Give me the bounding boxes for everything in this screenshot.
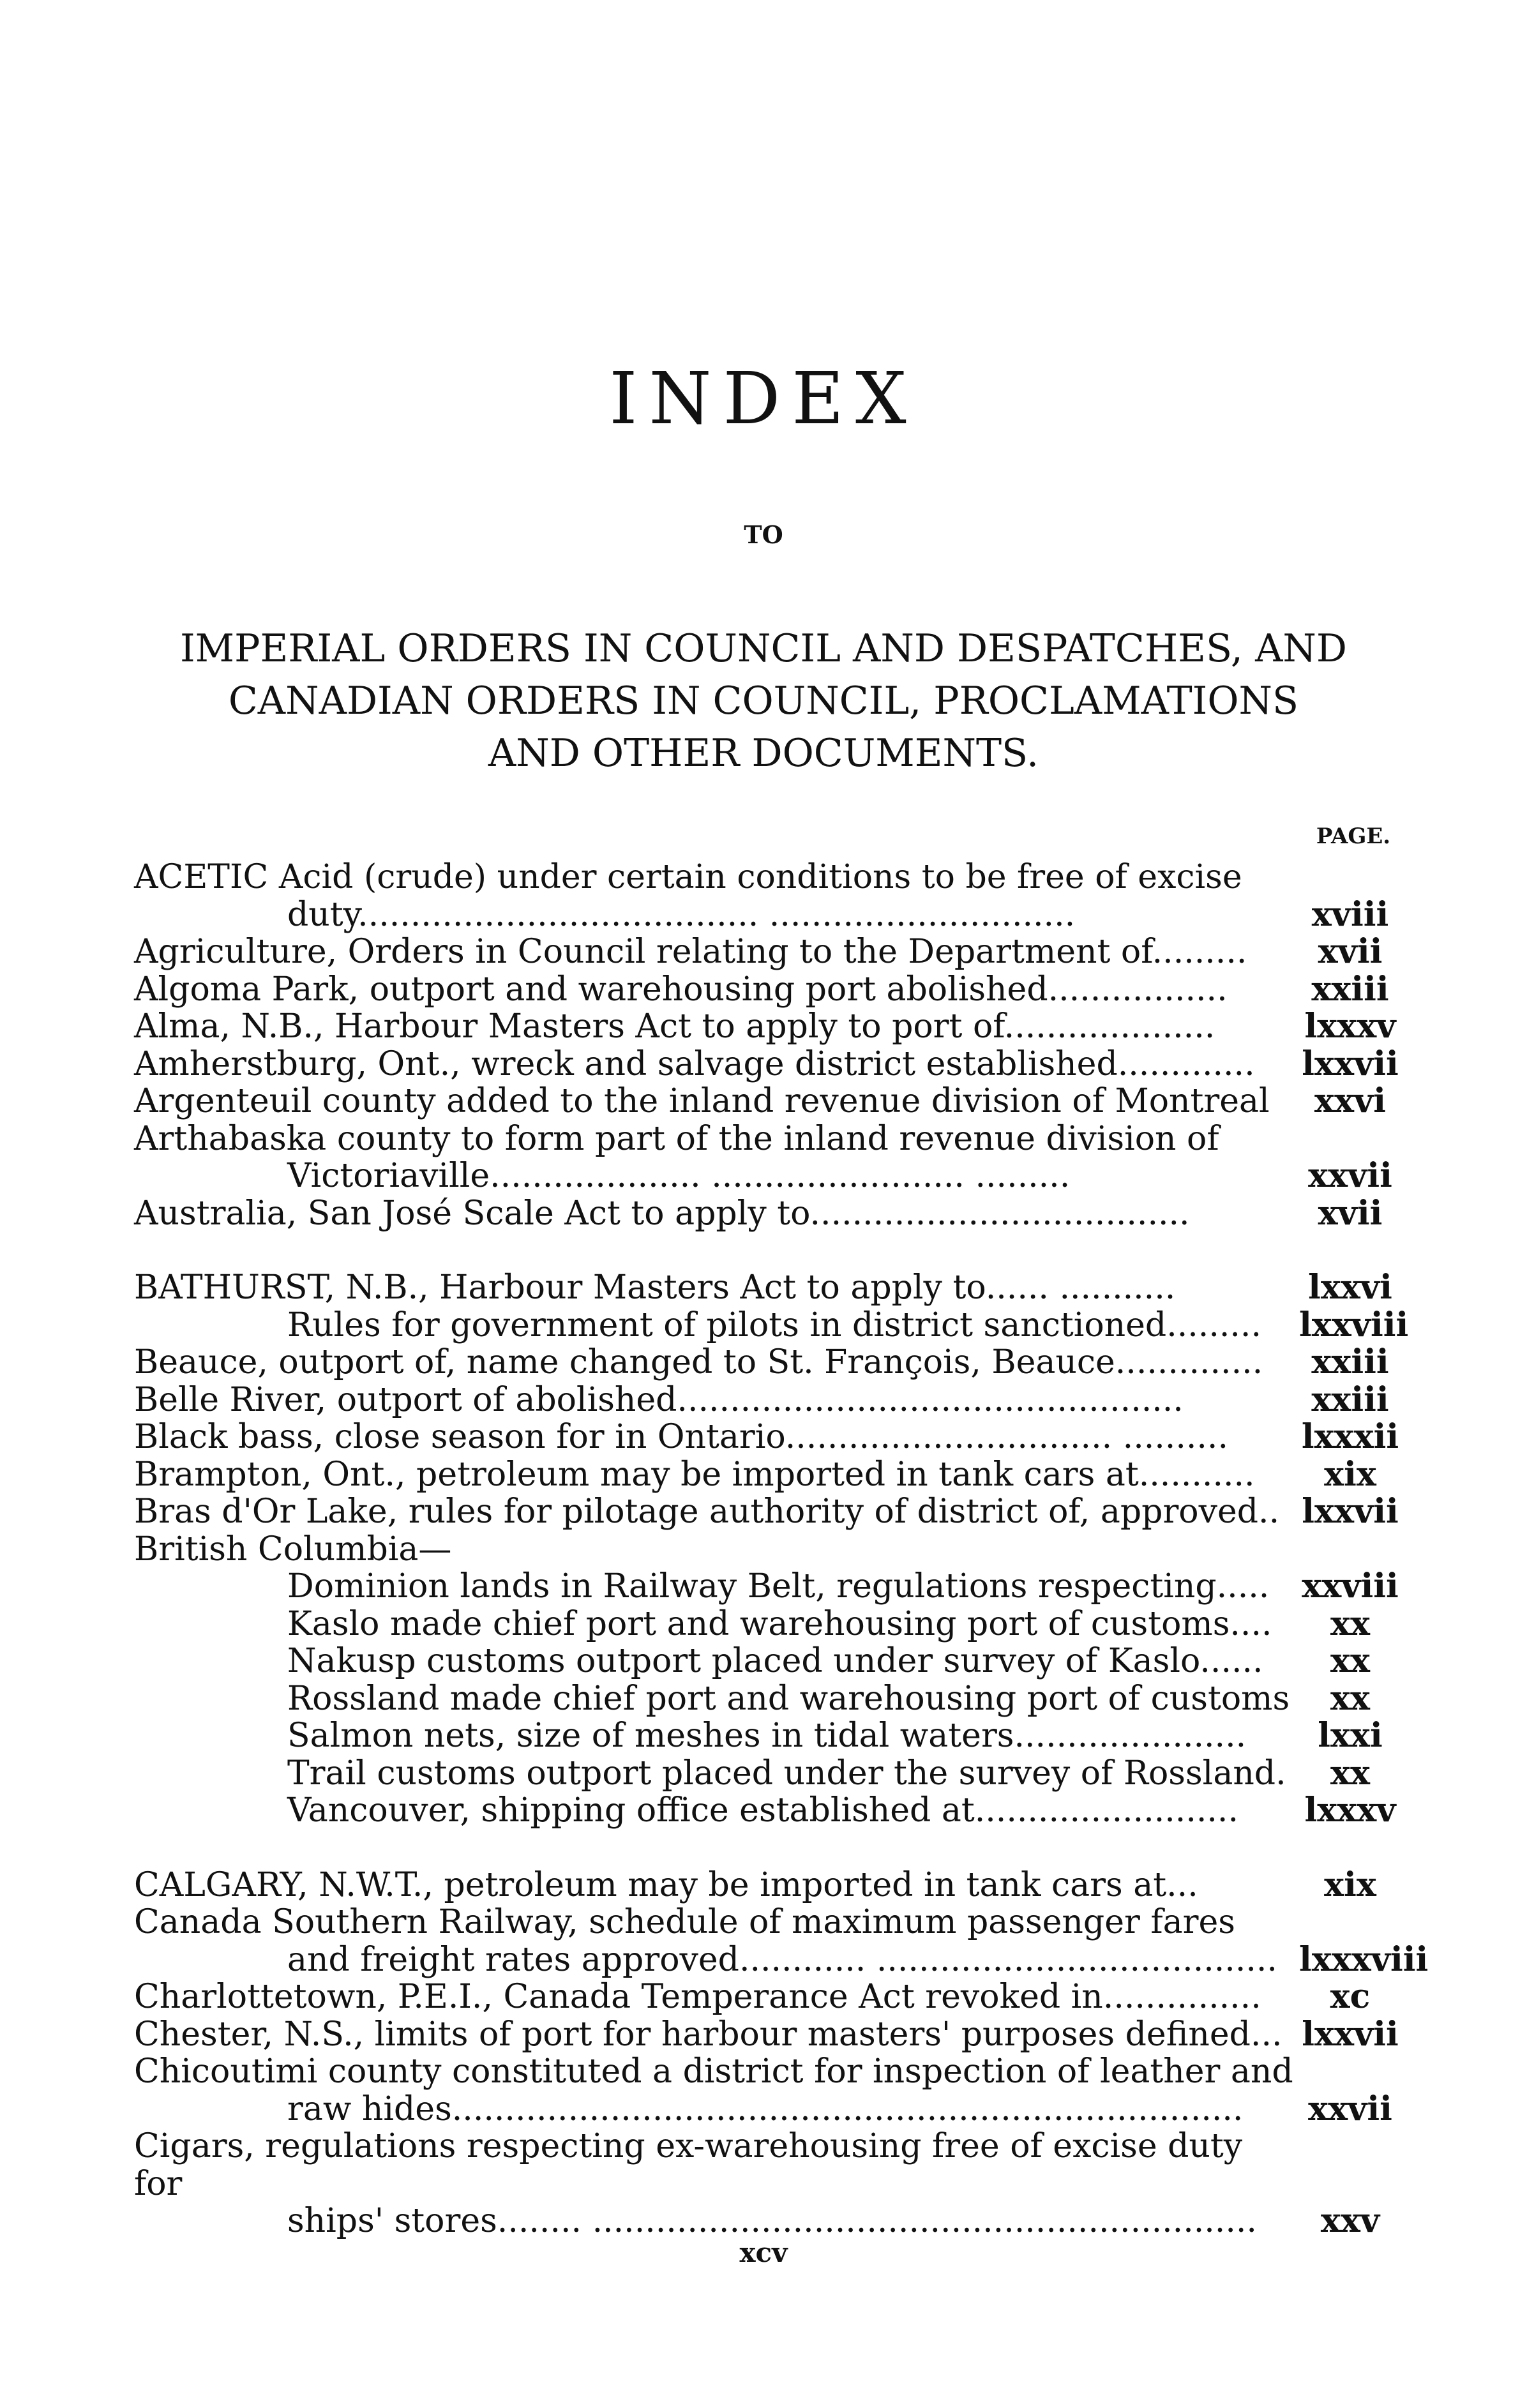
entry-page-ref: lxxxviii <box>1299 1939 1429 1979</box>
subtitle <box>0 622 1527 779</box>
index-entry <box>134 1904 1401 1941</box>
entry-page-ref: xx <box>1330 1604 1370 1643</box>
entry-text: Black bass, close season for in Ontario............................... .......... <box>134 1418 1228 1456</box>
index-entry <box>134 2016 1401 2054</box>
entry-text: Rossland made chief port and warehousing port of customs <box>287 1679 1290 1718</box>
index-entry <box>134 2053 1401 2091</box>
entry-page-ref: xxiii <box>1311 1380 1389 1419</box>
entry-text: Beauce, outport of, name changed to St. François, Beauce.............. <box>134 1343 1263 1381</box>
entry-text: Rules for government of pilots in district sanctioned......... <box>287 1306 1261 1344</box>
entry-text: Chicoutimi county constituted a district for inspection of leather and <box>134 2052 1293 2091</box>
index-entry <box>134 2202 1401 2240</box>
entry-page-ref: lxxviii <box>1299 1305 1409 1344</box>
entry-text: duty...................................... ............................. <box>287 895 1076 934</box>
entry-text: Canada Southern Railway, schedule of maximum passenger fares <box>134 1903 1235 1941</box>
entry-text: Argenteuil county added to the inland revenue division of Montreal <box>134 1082 1270 1120</box>
entry-text: Chester, N.S., limits of port for harbour masters' purposes defined... <box>134 2015 1283 2054</box>
entry-page-ref: lxxvi <box>1308 1268 1392 1307</box>
page-number: xcv <box>739 2237 788 2268</box>
index-entry <box>134 971 1401 1009</box>
entry-text: Vancouver, shipping office established at......................... <box>287 1791 1238 1830</box>
index-entry <box>134 1083 1401 1120</box>
index-entry <box>134 1008 1401 1046</box>
entry-text: Alma, N.B., Harbour Masters Act to apply to port of.................... <box>134 1007 1215 1046</box>
entry-page-ref: lxxxv <box>1304 1791 1396 1830</box>
title-connector: TO <box>744 520 783 549</box>
index-section <box>134 1268 1409 1830</box>
index-entry <box>134 1867 1401 1904</box>
entry-text: Belle River, outport of abolished................................................ <box>134 1380 1184 1419</box>
index-section <box>134 859 1401 1232</box>
entry-page-ref: xx <box>1330 1678 1370 1718</box>
page-title: INDEX <box>609 357 918 440</box>
index-entry <box>134 1269 1401 1307</box>
index-entry <box>134 1195 1401 1233</box>
index-entry <box>134 1717 1401 1755</box>
entry-page-ref: lxxvii <box>1302 2014 1399 2054</box>
entry-page-ref: xvii <box>1318 932 1383 971</box>
entry-page-ref: xx <box>1330 1641 1370 1680</box>
entry-text: Bras d'Or Lake, rules for pilotage authority of district of, approved.. <box>134 1493 1280 1531</box>
page-column-header: PAGE. <box>1316 824 1391 849</box>
index-entry <box>134 1157 1401 1195</box>
entry-text: Charlottetown, P.E.I., Canada Temperance Act revoked in............... <box>134 1978 1261 2016</box>
index-entry <box>134 1606 1401 1643</box>
entry-text: Brampton, Ont., petroleum may be imported in tank cars at........... <box>134 1455 1255 1494</box>
index-entry <box>134 1344 1401 1381</box>
entry-page-ref: xxviii <box>1302 1567 1399 1606</box>
entry-page-ref: xviii <box>1311 894 1389 934</box>
index-entry <box>134 1680 1401 1718</box>
index-entry <box>134 1792 1401 1830</box>
index-entry <box>134 1381 1401 1419</box>
entry-text: ACETIC Acid (crude) under certain conditions to be free of excise <box>134 858 1242 896</box>
entry-page-ref: xc <box>1330 1977 1371 2016</box>
entry-page-ref: lxxi <box>1318 1716 1383 1755</box>
entry-page-ref: xvii <box>1318 1193 1383 1233</box>
index-entry <box>134 1568 1401 1606</box>
entry-page-ref: xix <box>1324 1454 1376 1494</box>
entry-page-ref: xxv <box>1320 2201 1380 2240</box>
entry-text: Salmon nets, size of meshes in tidal waters...................... <box>287 1717 1247 1755</box>
entry-text: Victoriaville.................... ........................ ......... <box>287 1157 1071 1195</box>
entry-page-ref: xxvi <box>1314 1081 1386 1120</box>
entry-page-ref: lxxvii <box>1302 1492 1399 1531</box>
index-entry <box>134 2128 1401 2202</box>
index-entry <box>134 1531 1401 1569</box>
entry-page-ref: xxiii <box>1311 1343 1389 1381</box>
entry-text: Amherstburg, Ont., wreck and salvage district established............. <box>134 1044 1255 1083</box>
entry-text: Cigars, regulations respecting ex-warehousing free of excise duty for <box>134 2127 1243 2203</box>
subtitle-line: IMPERIAL ORDERS IN COUNCIL AND DESPATCHES, AND <box>179 626 1348 671</box>
entry-page-ref: lxxvii <box>1302 1044 1399 1083</box>
entry-text: CALGARY, N.W.T., petroleum may be imported in tank cars at... <box>134 1865 1198 1904</box>
index-entry <box>134 1418 1401 1456</box>
entry-text: Trail customs outport placed under the survey of Rossland. <box>287 1754 1286 1793</box>
index-entry <box>134 1755 1401 1793</box>
index-section <box>134 1865 1429 2240</box>
entry-text: Algoma Park, outport and warehousing port abolished................. <box>134 970 1228 1009</box>
entry-text: raw hides........................................................................... <box>287 2089 1244 2128</box>
entry-text: and freight rates approved............ ...................................... <box>287 1940 1277 1979</box>
entry-page-ref: xx <box>1330 1753 1370 1793</box>
entry-text: ships' stores........ ............................................................... <box>287 2202 1257 2240</box>
index-entry <box>134 1939 1429 1979</box>
index-entry <box>134 933 1401 971</box>
entry-text: Nakusp customs outport placed under survey of Kaslo...... <box>287 1642 1263 1680</box>
entry-text: Dominion lands in Railway Belt, regulations respecting..... <box>287 1567 1270 1606</box>
index-entry <box>134 859 1401 896</box>
entry-page-ref: lxxxv <box>1304 1007 1396 1046</box>
index-entry <box>134 2091 1401 2128</box>
index-list <box>134 858 1429 2277</box>
entry-text: Agriculture, Orders in Council relating to the Department of......... <box>134 933 1247 971</box>
entry-page-ref: xix <box>1324 1865 1376 1904</box>
entry-text: British Columbia— <box>134 1530 452 1569</box>
index-entry <box>134 1643 1401 1680</box>
index-entry <box>134 1493 1401 1531</box>
entry-text: Arthabaska county to form part of the inland revenue division of <box>134 1119 1219 1158</box>
entry-page-ref: xxvii <box>1308 1156 1392 1195</box>
subtitle-line: CANADIAN ORDERS IN COUNCIL, PROCLAMATIONS <box>228 679 1299 723</box>
subtitle-line: AND OTHER DOCUMENTS. <box>488 731 1039 776</box>
index-entry <box>134 1046 1401 1083</box>
index-entry <box>134 1120 1401 1158</box>
entry-text: Kaslo made chief port and warehousing port of customs.... <box>287 1604 1272 1643</box>
entry-page-ref: xxiii <box>1311 969 1389 1009</box>
entry-text: Australia, San José Scale Act to apply to.................................... <box>134 1194 1190 1233</box>
index-entry <box>134 1456 1401 1494</box>
index-entry <box>134 896 1401 934</box>
index-entry <box>134 1978 1401 2016</box>
entry-page-ref: xxvii <box>1308 2089 1392 2128</box>
index-entry <box>134 1305 1409 1344</box>
entry-text: BATHURST, N.B., Harbour Masters Act to apply to...... ........... <box>134 1268 1176 1307</box>
entry-page-ref: lxxxii <box>1301 1417 1399 1456</box>
